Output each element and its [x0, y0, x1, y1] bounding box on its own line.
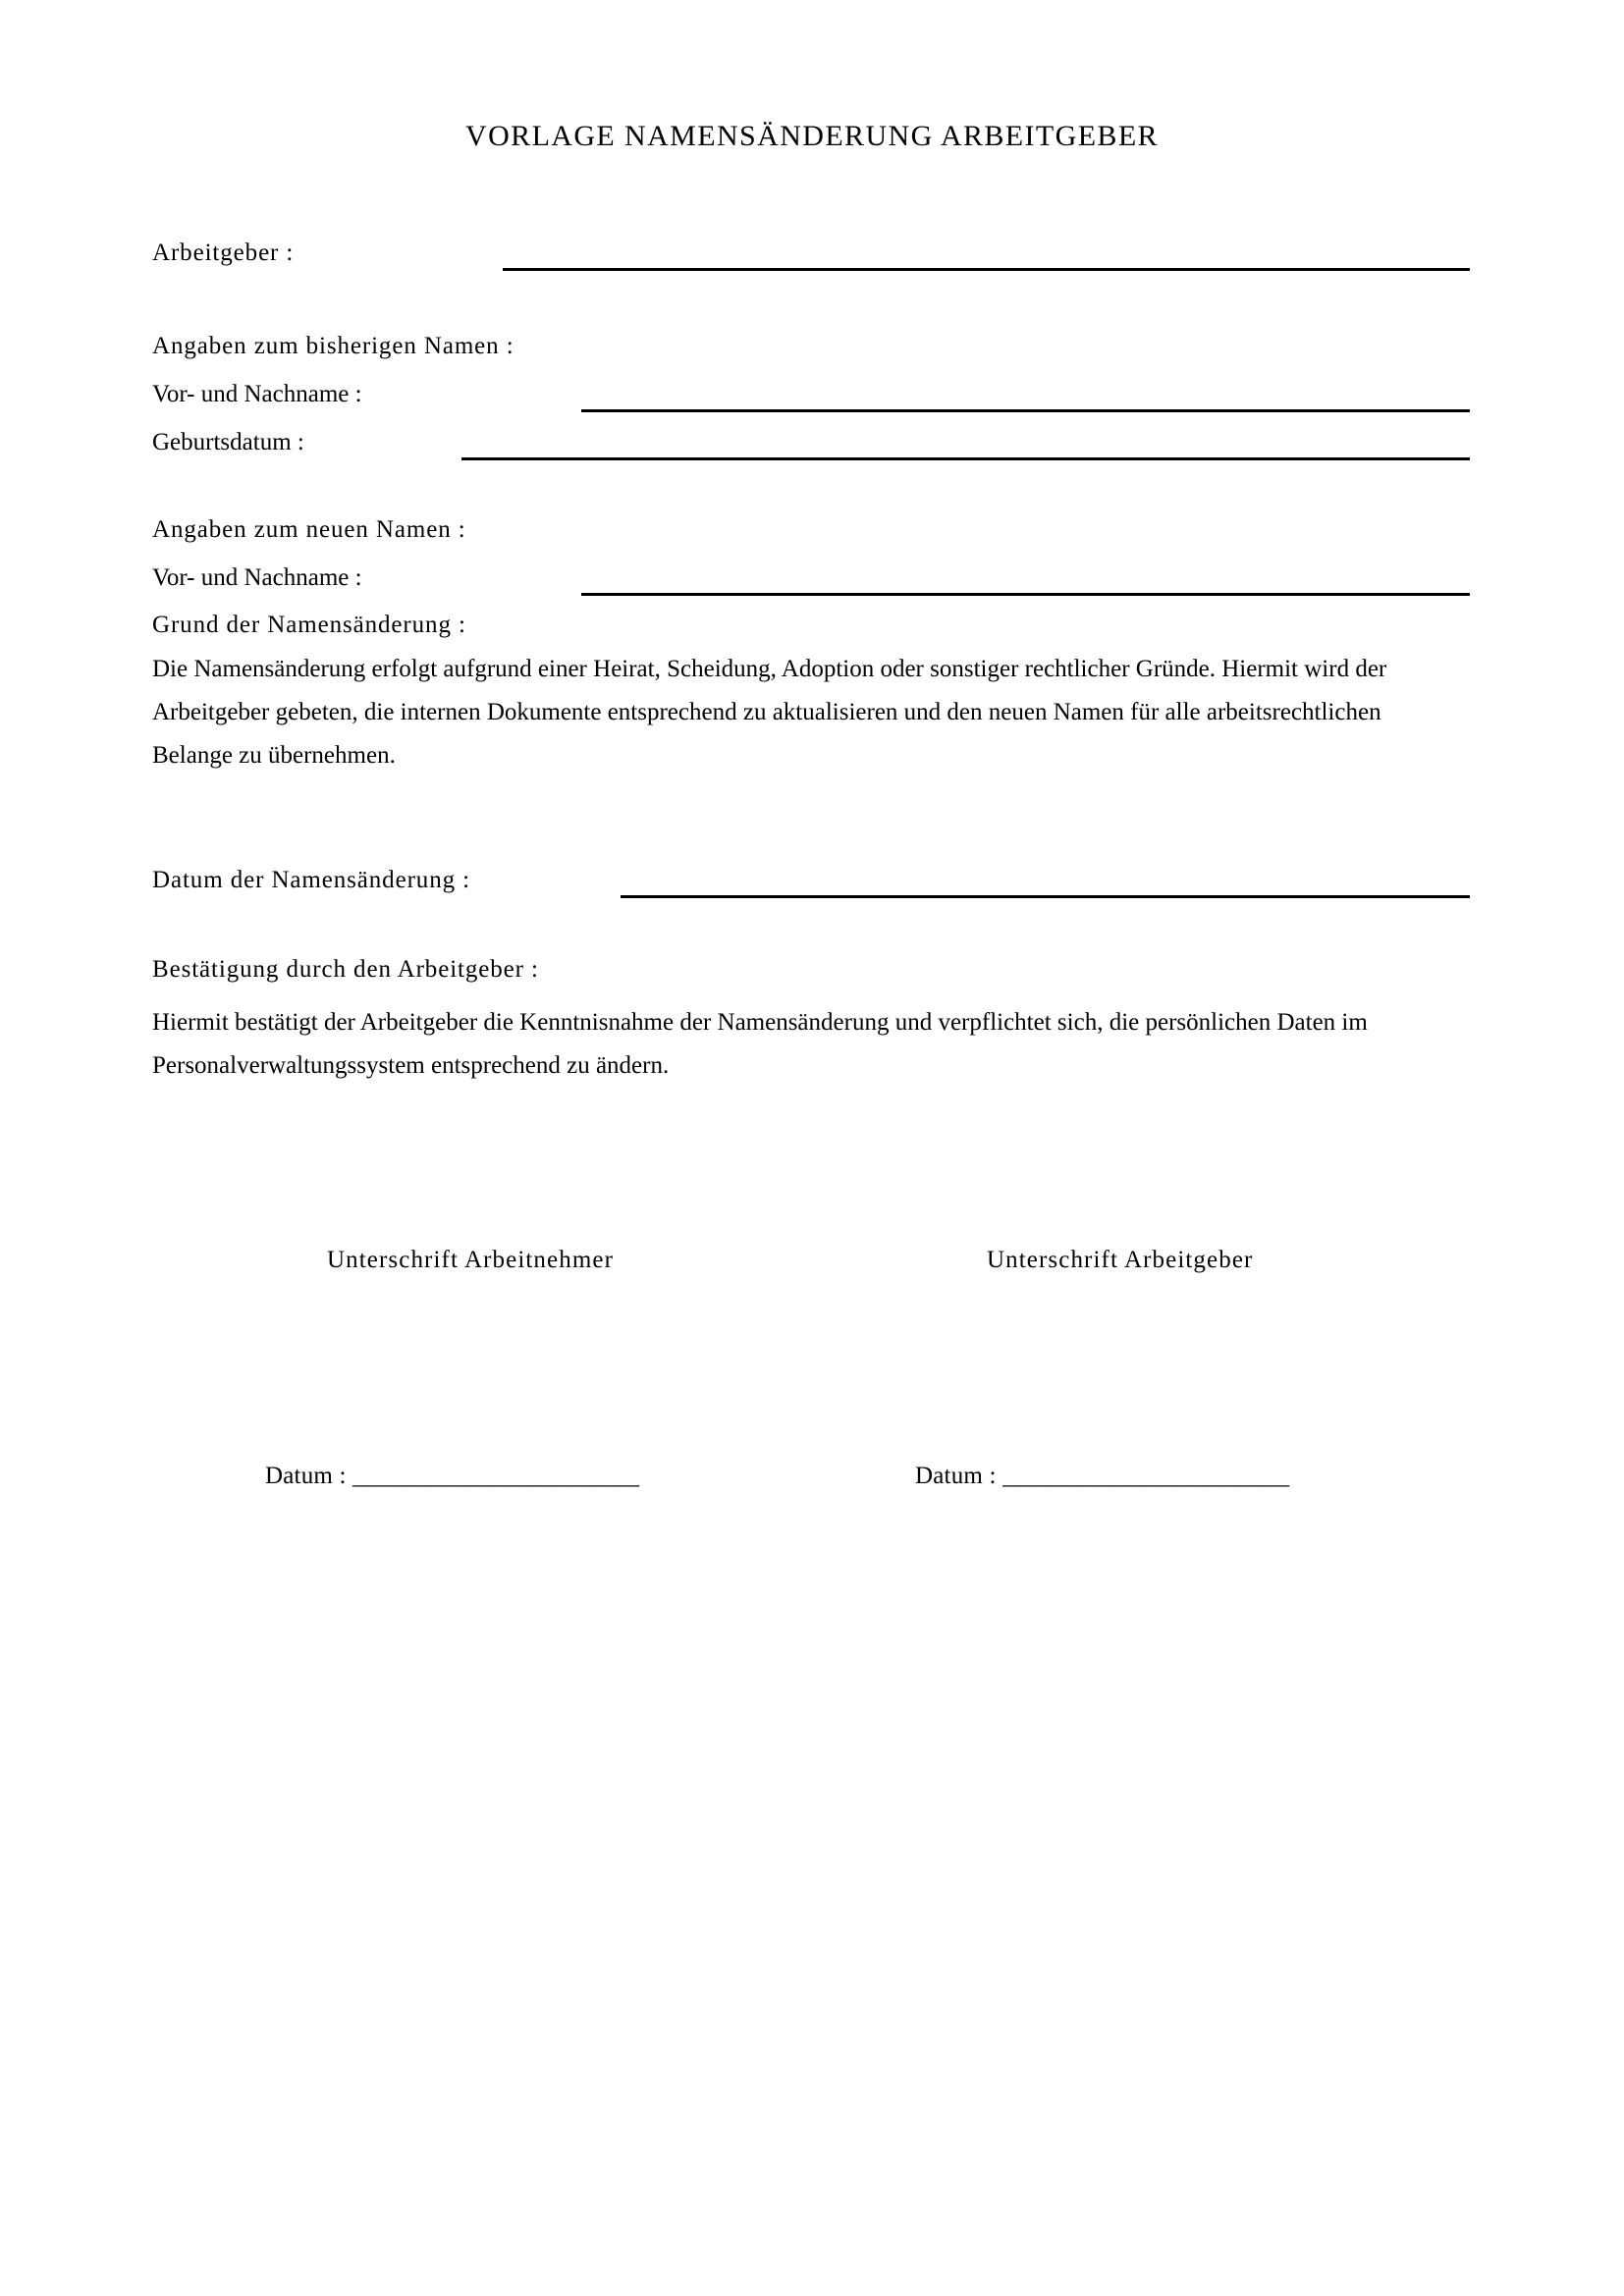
employee-signature-caption: Unterschrift Arbeitnehmer — [327, 1247, 614, 1273]
employer-label: Arbeitgeber : — [152, 240, 295, 266]
employee-date-field[interactable]: Datum : _______________________ — [265, 1463, 640, 1489]
employer-input-rule[interactable] — [503, 268, 1470, 271]
change-date-input-rule[interactable] — [621, 895, 1470, 898]
change-date-label: Datum der Namensänderung : — [152, 867, 470, 893]
page-title: VORLAGE NAMENSÄNDERUNG ARBEITGEBER — [465, 120, 1159, 152]
confirmation-heading: Bestätigung durch den Arbeitgeber : — [152, 956, 539, 983]
new-name-section-heading: Angaben zum neuen Namen : — [152, 516, 466, 543]
new-full-name-label: Vor- und Nachname : — [152, 564, 362, 591]
confirmation-text: Hiermit bestätigt der Arbeitgeber die Kenntnisnahme der Namensänderung und verpflichtet sich, die persönlichen Daten im Personalverwaltungssystem entsprechend zu ändern. — [152, 1009, 1368, 1079]
old-name-section-heading: Angaben zum bisherigen Namen : — [152, 333, 514, 359]
new-full-name-input-rule[interactable] — [581, 593, 1470, 596]
old-full-name-input-rule[interactable] — [581, 409, 1470, 412]
old-full-name-label: Vor- und Nachname : — [152, 381, 362, 407]
employer-date-field[interactable]: Datum : _______________________ — [915, 1463, 1290, 1489]
change-reason-text: Die Namensänderung erfolgt aufgrund einer Heirat, Scheidung, Adoption oder sonstiger rechtlicher Gründe. Hiermit wird der Arbeitgeber gebeten, die internen Dokumente entsprechend zu aktualisieren und den neuen Namen für alle arbeitsrechtlichen Belange zu übernehmen. — [152, 656, 1387, 769]
birthdate-label: Geburtsdatum : — [152, 429, 304, 455]
change-reason-label: Grund der Namensänderung : — [152, 612, 466, 638]
employer-signature-caption: Unterschrift Arbeitgeber — [987, 1247, 1254, 1273]
birthdate-input-rule[interactable] — [461, 457, 1470, 460]
